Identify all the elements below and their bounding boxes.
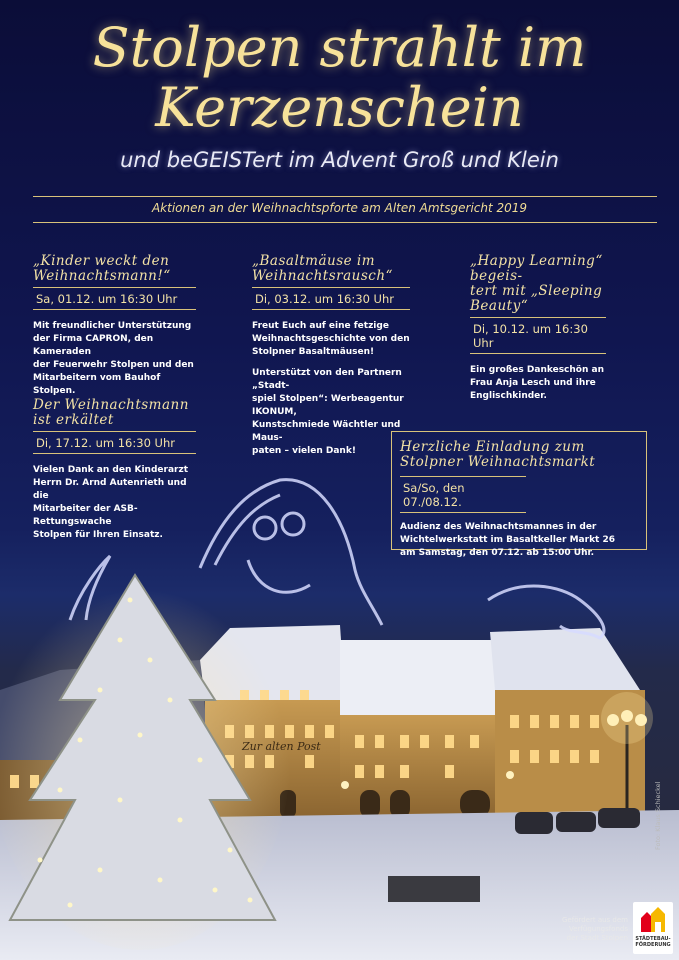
event-title	[470, 254, 654, 314]
invitation-title	[400, 440, 638, 470]
event-title-line: Weihnachtsmann!“	[33, 268, 171, 284]
text-line: Wichtelwerkstatt im Basaltkeller Markt 26	[400, 535, 616, 545]
text-line: Audienz des Weihnachtsmannes in der	[400, 522, 597, 532]
text-line: der Firma CAPRON, den Kameraden	[33, 334, 154, 357]
text-line: Englischkinder.	[470, 391, 547, 401]
event-text	[33, 320, 196, 398]
title-line-1: Stolpen strahlt im	[92, 16, 587, 79]
divider-bottom	[33, 222, 657, 223]
text-line: Mit freundlicher Unterstützung	[33, 321, 192, 331]
bench	[388, 876, 480, 902]
text-line: Stolpner Basaltmäusen!	[252, 347, 375, 357]
text-line: der Stadt Stolpen	[566, 934, 628, 942]
event-title	[252, 254, 410, 284]
event-text	[252, 320, 410, 359]
text-line: Verfügungsfonds	[568, 925, 628, 933]
invitation-title-line: Stolpner Weihnachtsmarkt	[400, 454, 596, 470]
text-line: Gefördert aus dem	[562, 916, 628, 924]
staedtebau-logo	[633, 902, 673, 954]
event-4	[33, 398, 196, 542]
title-line-2: Kerzenschein	[155, 76, 524, 139]
event-text-partners	[252, 367, 410, 458]
event-title-line: ist erkältet	[33, 412, 114, 428]
text-line: FÖRDERUNG	[635, 942, 671, 948]
event-title-line: „Happy Learning“ begeis-	[470, 253, 603, 284]
divider-top	[33, 196, 657, 197]
building-sign: Zur alten Post	[242, 740, 321, 753]
text-line: am Samstag, den 07.12. ab 15:00 Uhr.	[400, 548, 595, 558]
text-line: Mitarbeiter der ASB-Rettungswache	[33, 504, 138, 527]
event-2	[252, 254, 410, 458]
event-text	[470, 364, 654, 403]
house-logo-icon	[633, 902, 673, 936]
text-line: Vielen Dank an den Kinderarzt	[33, 465, 188, 475]
event-date: Di, 17.12. um 16:30 Uhr	[33, 431, 196, 454]
invitation-title-line: Herzliche Einladung zum	[400, 439, 585, 455]
invitation-box	[391, 431, 647, 558]
photo-credit	[654, 781, 666, 860]
text-line: paten – vielen Dank!	[252, 446, 356, 456]
poster-title	[0, 18, 679, 138]
event-1	[33, 254, 196, 398]
text-line: der Feuerwehr Stolpen und den	[33, 360, 194, 370]
event-title	[33, 254, 196, 284]
photo-credit-text: Foto: Klaus Schieckel	[654, 781, 662, 850]
section-header: Aktionen an der Weihnachtspforte am Alten Amtsgericht 2019	[151, 201, 528, 215]
event-title-line: tert mit „Sleeping Beauty“	[470, 283, 603, 314]
event-date: Di, 10.12. um 16:30 Uhr	[470, 317, 606, 354]
event-text	[33, 464, 196, 542]
funding-note	[560, 916, 628, 943]
event-title-line: „Kinder weckt den	[33, 253, 170, 269]
logo-text	[633, 936, 673, 948]
event-date: Di, 03.12. um 16:30 Uhr	[252, 287, 410, 310]
text-line: spiel Stolpen“: Werbeagentur IKONUM,	[252, 394, 404, 417]
text-line: Weihnachtsgeschichte von den	[252, 334, 410, 344]
text-line: Freut Euch auf eine fetzige	[252, 321, 389, 331]
invitation-date: Sa/So, den 07./08.12.	[400, 476, 526, 513]
text-line: Ein großes Dankeschön an	[470, 365, 605, 375]
text-line: Herrn Dr. Arnd Autenrieth und die	[33, 478, 187, 501]
text-line: STÄDTEBAU-	[635, 936, 671, 942]
christmas-tree	[0, 570, 290, 950]
event-title	[33, 398, 196, 428]
poster-subtitle: und beGEISTert im Advent Groß und Klein	[120, 148, 559, 172]
invitation-text	[400, 521, 638, 560]
event-title-line: Der Weihnachtsmann	[33, 397, 189, 413]
text-line: Unterstützt von den Partnern „Stadt-	[252, 368, 402, 391]
text-line: Stolpen für Ihren Einsatz.	[33, 530, 163, 540]
event-title-line: Weihnachtsrausch“	[252, 268, 393, 284]
event-3	[470, 254, 654, 403]
event-date: Sa, 01.12. um 16:30 Uhr	[33, 287, 196, 310]
text-line: Frau Anja Lesch und ihre	[470, 378, 596, 388]
event-title-line: „Basaltmäuse im	[252, 253, 376, 269]
text-line: Kunstschmiede Wächtler und Maus-	[252, 420, 401, 443]
text-line: Mitarbeitern vom Bauhof Stolpen.	[33, 373, 161, 396]
